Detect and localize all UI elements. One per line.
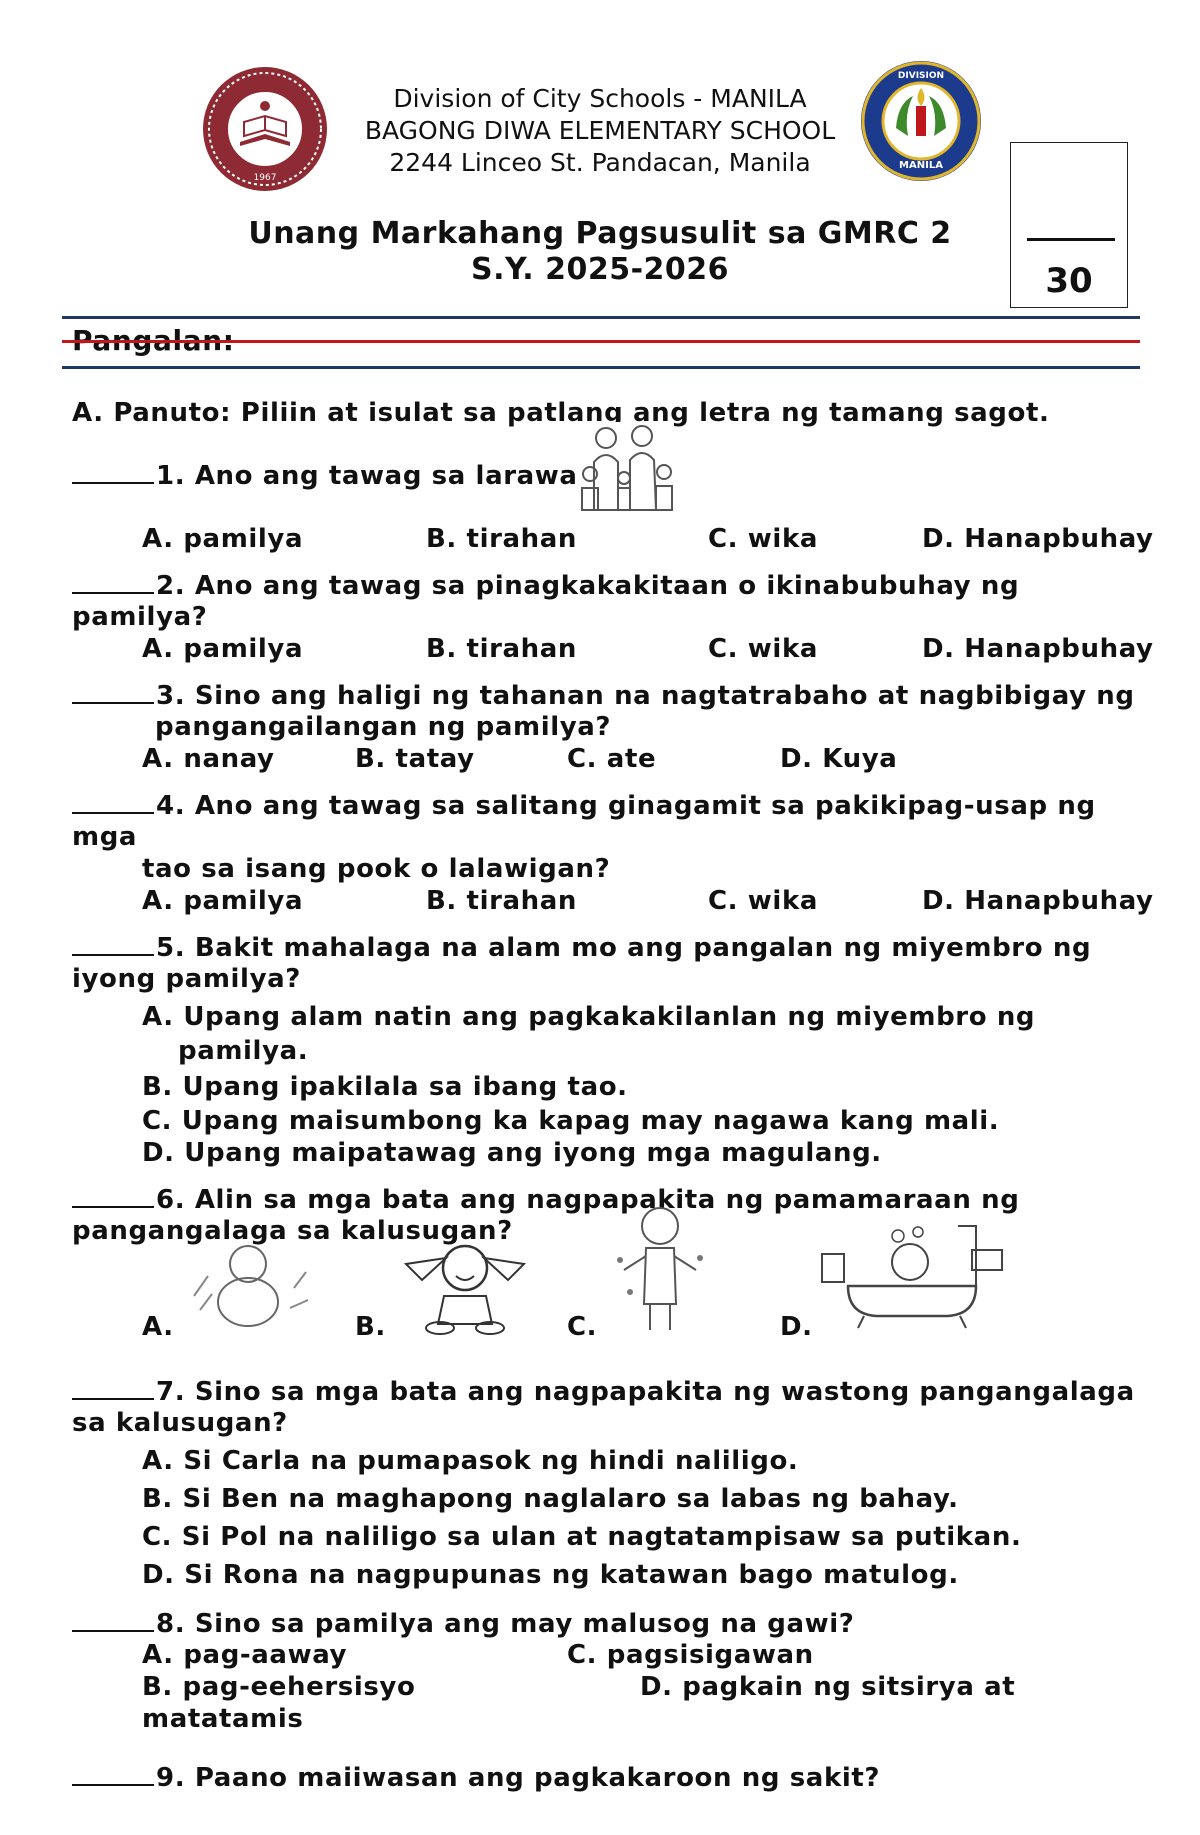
q3-option-d: D. Kuya [780, 744, 898, 774]
q3-option-c: C. ate [567, 744, 657, 774]
q3-option-b: B. tatay [355, 744, 475, 774]
q7-option-a: A. Si Carla na pumapasok ng hindi naliligo. [142, 1446, 799, 1476]
q3-option-a: A. nanay [142, 744, 275, 774]
q6-option-c: C. [567, 1312, 598, 1342]
score-box [1010, 142, 1128, 308]
q8-option-d: D. pagkain ng sitsirya at [640, 1672, 1016, 1702]
school-name: BAGONG DIWA ELEMENTARY SCHOOL [364, 116, 836, 145]
child-picture-c [610, 1200, 710, 1336]
question-text: 1. Ano ang tawag sa larawan? [156, 461, 613, 491]
exam-title: Unang Markahang Pagsusulit sa GMRC 2 [248, 216, 952, 251]
question-8 [72, 1608, 854, 1639]
question-6-cont: pangangalaga sa kalusugan? [72, 1216, 513, 1246]
name-label: Pangalan: [72, 324, 235, 357]
q2-option-b: B. tirahan [426, 634, 578, 664]
question-7 [72, 1376, 1135, 1407]
svg-text:DIVISION: DIVISION [897, 71, 945, 81]
q5-option-a-cont: pamilya. [178, 1036, 309, 1066]
score-total: 30 [1045, 261, 1093, 301]
q1-option-d: D. Hanapbuhay [922, 524, 1154, 554]
question-2 [72, 570, 1019, 601]
answer-blank[interactable] [72, 460, 154, 484]
svg-text:1967: 1967 [253, 173, 277, 183]
question-text: 9. Paano maiiwasan ang pagkakaroon ng sakit? [156, 1763, 881, 1793]
q4-option-d: D. Hanapbuhay [922, 886, 1154, 916]
q8-option-c: C. pagsisigawan [567, 1640, 814, 1670]
answer-blank[interactable] [72, 932, 154, 956]
child-picture-a [186, 1236, 316, 1332]
question-4 [72, 790, 1096, 821]
child-picture-b [400, 1232, 530, 1336]
question-4-cont: mga [72, 822, 138, 852]
question-3-cont: pangangailangan ng pamilya? [155, 712, 612, 742]
school-year: S.Y. 2025-2026 [470, 252, 730, 287]
q7-option-b: B. Si Ben na maghapong naglalaro sa labas ng bahay. [142, 1484, 959, 1514]
answer-blank[interactable] [72, 1376, 154, 1400]
answer-blank[interactable] [72, 1184, 154, 1208]
q8-option-d-cont: matatamis [142, 1704, 304, 1734]
answer-blank[interactable] [72, 570, 154, 594]
question-text: 8. Sino sa pamilya ang may malusog na gawi? [156, 1609, 855, 1639]
answer-blank[interactable] [72, 790, 154, 814]
question-5 [72, 932, 1091, 963]
q5-option-b: B. Upang ipakilala sa ibang tao. [142, 1072, 628, 1102]
question-3 [72, 680, 1135, 711]
navy-rule-bottom [62, 366, 1140, 369]
q5-option-d: D. Upang maipatawag ang iyong mga magulang. [142, 1138, 882, 1168]
q4-option-b: B. tirahan [426, 886, 578, 916]
question-1 [72, 460, 612, 491]
answer-blank[interactable] [72, 1762, 154, 1786]
q2-option-d: D. Hanapbuhay [922, 634, 1154, 664]
q5-option-c: C. Upang maisumbong ka kapag may nagawa kang mali. [142, 1106, 1000, 1136]
division-line: Division of City Schools - MANILA [393, 84, 807, 113]
question-5-cont: iyong pamilya? [72, 964, 301, 994]
q2-option-a: A. pamilya [142, 634, 304, 664]
answer-blank[interactable] [72, 1608, 154, 1632]
q4-option-c: C. wika [708, 886, 818, 916]
instruction: A. Panuto: Piliin at isulat sa patlang ang letra ng tamang sagot. [72, 398, 1050, 428]
question-text: 5. Bakit mahalaga na alam mo ang pangalan ng miyembro ng [156, 933, 1092, 963]
question-text: 4. Ano ang tawag sa salitang ginagamit sa pakikipag-usap ng [156, 791, 1096, 821]
q6-option-b: B. [355, 1312, 386, 1342]
question-2-cont: pamilya? [72, 602, 208, 632]
red-rule [62, 340, 1140, 343]
q8-option-b: B. pag-eehersisyo [142, 1672, 416, 1702]
answer-blank[interactable] [72, 680, 154, 704]
q6-option-a: A. [142, 1312, 174, 1342]
q1-option-b: B. tirahan [426, 524, 578, 554]
question-text: 6. Alin sa mga bata ang nagpapakita ng pamamaraan ng [156, 1185, 1020, 1215]
child-picture-d [818, 1210, 1006, 1336]
q8-option-a: A. pag-aaway [142, 1640, 348, 1670]
question-4-cont2: tao sa isang pook o lalawigan? [142, 854, 611, 884]
q7-option-c: C. Si Pol na naliligo sa ulan at nagtatampisaw sa putikan. [142, 1522, 1022, 1552]
q6-option-d: D. [780, 1312, 813, 1342]
q2-option-c: C. wika [708, 634, 818, 664]
question-9 [72, 1762, 880, 1793]
question-text: 3. Sino ang haligi ng tahanan na nagtatrabaho at nagbibigay ng [156, 681, 1135, 711]
family-picture [578, 422, 674, 514]
school-address: 2244 Linceo St. Pandacan, Manila [389, 148, 811, 177]
svg-text:MANILA: MANILA [899, 160, 943, 171]
q7-option-d: D. Si Rona na nagpupunas ng katawan bago matulog. [142, 1560, 959, 1590]
q1-option-a: A. pamilya [142, 524, 304, 554]
q1-option-c: C. wika [708, 524, 818, 554]
q4-option-a: A. pamilya [142, 886, 304, 916]
question-text: 7. Sino sa mga bata ang nagpapakita ng wastong pangangalaga [156, 1377, 1135, 1407]
question-7-cont: sa kalusugan? [72, 1408, 288, 1438]
navy-rule-top [62, 316, 1140, 319]
q5-option-a: A. Upang alam natin ang pagkakakilanlan ng miyembro ng [142, 1002, 1036, 1032]
question-text: 2. Ano ang tawag sa pinagkakakitaan o ikinabubuhay ng [156, 571, 1020, 601]
score-blank-line [1027, 238, 1115, 241]
